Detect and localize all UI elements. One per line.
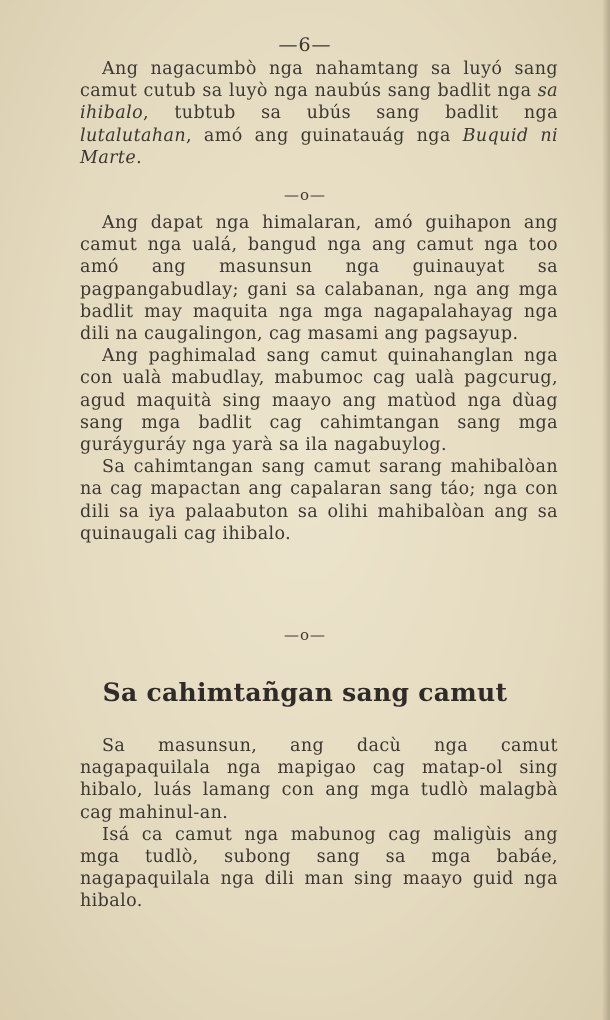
text-run: , tubtub sa ubús sang badlit nga	[143, 103, 558, 124]
paragraph-block-3	[80, 735, 558, 913]
paragraph-block-1	[80, 58, 558, 169]
text-run: , amó ang guinatauág nga	[186, 125, 463, 146]
italic-term: sa ihibalo	[80, 81, 558, 124]
text-run: .	[136, 147, 143, 168]
paragraph: Ang dapat nga himalaran, amó guihapon ang camut nga ualá, bangud nga ang camut nga too amó ang masunsun nga guinauyat sa pagpangabudlay; gani sa calabanan, nga ang mga badlit may maquita nga mga nagapalahayag nga dili na caugalingon, cag masami ang pagsayup.	[80, 213, 558, 345]
paragraph-block-2	[80, 212, 558, 545]
italic-term: lutalutahan	[80, 125, 187, 146]
paragraph: Ang paghimalad sang camut quinahanglan nga con ualà mabudlay, mabumoc cag ualà pagcurug, agud maquità sing maayo ang matùod nga dùag sang mga badlit cag cahimtangan sang mga guráyguráy nga yarà sa ila nagabuylog.	[80, 346, 558, 456]
page-edge-shadow	[602, 0, 610, 1020]
page-number: —6—	[278, 34, 332, 56]
section-heading: Sa cahimtañgan sang camut	[102, 678, 508, 707]
italic-term: Buquid ni Marte	[80, 125, 558, 168]
paragraph: Isá ca camut nga mabunog cag maligùis ang mga tudlò, subong sang sa mga babáe, nagapaquilala nga dili man sing maayo guid nga hibalo.	[80, 824, 558, 912]
paragraph: Sa masunsun, ang dacù nga camut nagapaquilala nga mapigao cag matap-ol sing hibalo, luás lamang con ang mga tudlò malagbà cag mahinul-an.	[80, 736, 558, 823]
text-run: Ang nagacumbò nga nahamtang sa luyó sang camut cutub sa luyò nga naubús sang badlit nga	[80, 59, 558, 102]
section-separator: —o—	[283, 186, 327, 204]
paragraph-mount-of-mars	[80, 58, 558, 169]
paragraph: Sa cahimtangan sang camut sarang mahibalòan na cag mapactan ang capalaran sang táo; nga con dili sa iya palaabuton sa olihi mahibalòan ang sa quinaugali cag ihibalo.	[80, 457, 558, 544]
section-separator: —o—	[283, 626, 327, 644]
